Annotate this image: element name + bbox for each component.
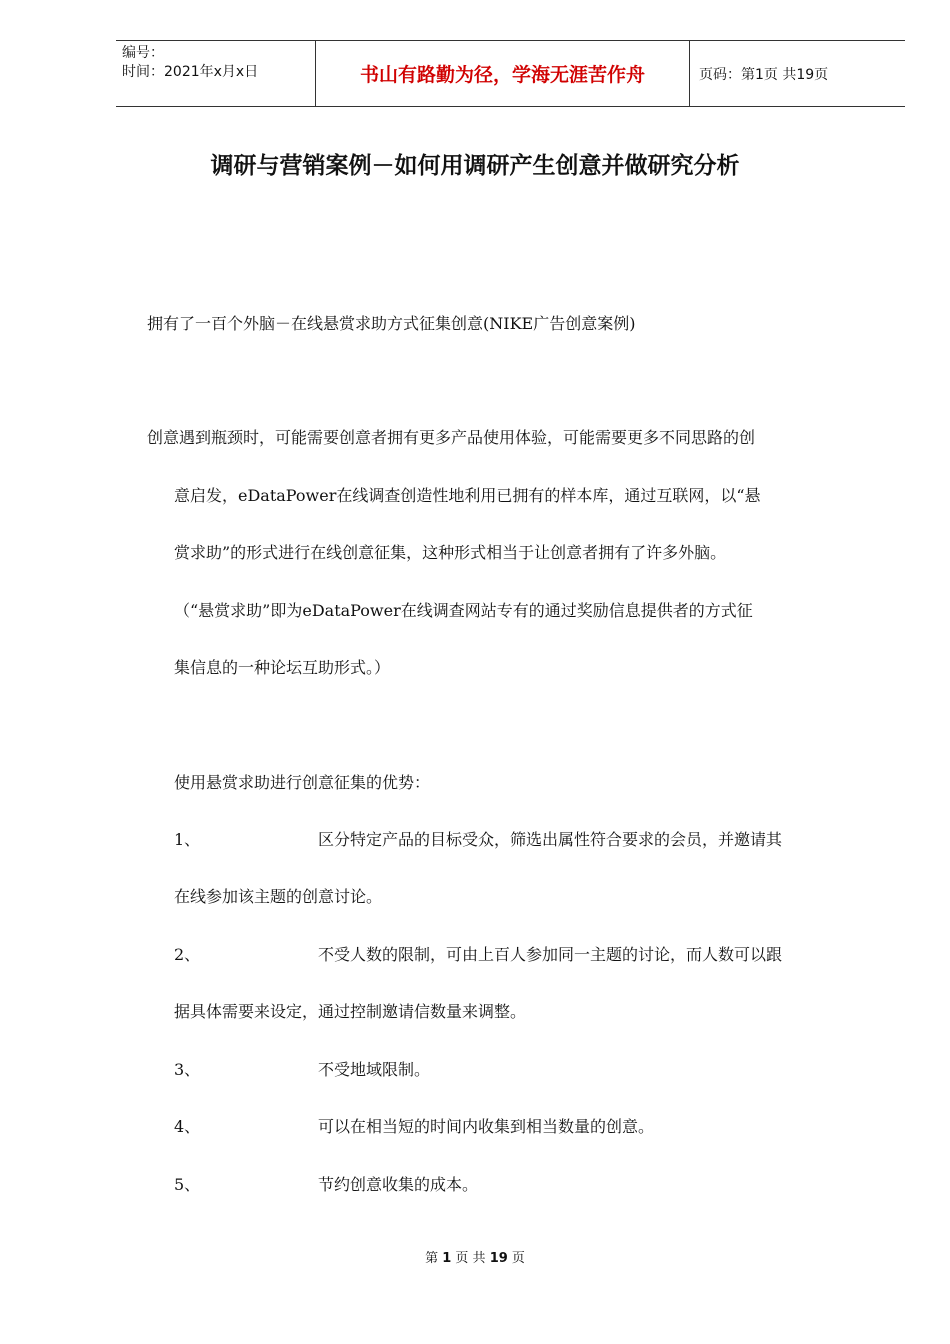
intro-line: 意启发，eDataPower在线调查创造性地利用已拥有的样本库，通过互联网，以“悬	[174, 486, 761, 505]
item-text: 不受地域限制。	[318, 1060, 431, 1079]
document-title: 调研与营销案例－如何用调研产生创意并做研究分析	[210, 153, 740, 179]
footer-prefix: 第	[425, 1251, 439, 1266]
header-motto: 书山有路勤为径，学海无涯苦作舟	[316, 41, 690, 106]
page-footer	[0, 1247, 950, 1266]
intro-line: 赏求助”的形式进行在线创意征集，这种形式相当于让创意者拥有了许多外脑。	[174, 543, 727, 562]
item-number: 1、	[174, 830, 201, 849]
footer-page-number: 1	[442, 1251, 452, 1266]
item-number: 4、	[174, 1117, 201, 1136]
item-text: 不受人数的限制，可由上百人参加同一主题的讨论，而人数可以跟	[318, 945, 783, 964]
item-text: 节约创意收集的成本。	[318, 1175, 479, 1194]
intro-line: （“悬赏求助”即为eDataPower在线调查网站专有的通过奖励信息提供者的方式征	[174, 601, 753, 620]
item-text: 区分特定产品的目标受众，筛选出属性符合要求的会员，并邀请其	[318, 830, 783, 849]
item-text: 可以在相当短的时间内收集到相当数量的创意。	[318, 1117, 655, 1136]
intro-line: 创意遇到瓶颈时，可能需要创意者拥有更多产品使用体验，可能需要更多不同思路的创	[147, 428, 756, 447]
footer-mid: 页 共	[455, 1251, 486, 1266]
header-page-info: 页码：第1页 共19页	[699, 66, 829, 83]
page-header	[116, 40, 905, 107]
item-number: 2、	[174, 945, 201, 964]
item-number: 5、	[174, 1175, 201, 1194]
subtitle: 拥有了一百个外脑－在线悬赏求助方式征集创意(NIKE广告创意案例)	[147, 314, 636, 333]
time-label: 时间：2021年x月x日	[122, 64, 259, 80]
serial-label: 编号：	[122, 45, 164, 61]
item-number: 3、	[174, 1060, 201, 1079]
intro-line: 集信息的一种论坛互助形式。）	[174, 658, 391, 677]
header-meta	[116, 41, 316, 106]
footer-total-pages: 19	[489, 1251, 508, 1266]
footer-suffix: 页	[511, 1251, 525, 1266]
item-continuation: 在线参加该主题的创意讨论。	[174, 887, 383, 906]
advantages-heading: 使用悬赏求助进行创意征集的优势：	[174, 773, 431, 792]
item-continuation: 据具体需要来设定，通过控制邀请信数量来调整。	[174, 1002, 527, 1021]
